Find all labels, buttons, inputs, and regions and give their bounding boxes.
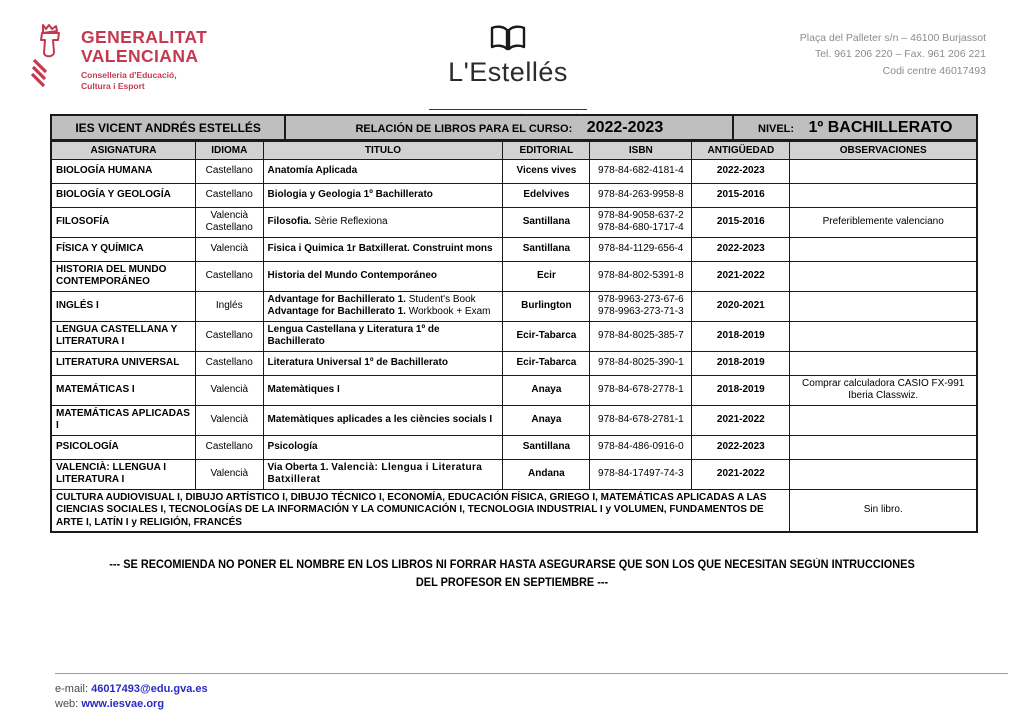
contact-phone-fax: Tel. 961 206 220 – Fax. 961 206 221 (814, 48, 986, 61)
cell-titulo (263, 405, 503, 435)
title-line (268, 414, 499, 427)
cell-antiguedad: 2015-2016 (692, 183, 790, 207)
cell-isbn: 978-84-263-9958-8 (590, 183, 692, 207)
table-title-bar (50, 114, 978, 141)
cell-isbn: 978-84-486-0916-0 (590, 435, 692, 459)
cell-idioma: Valencià (195, 237, 263, 261)
gva-logo-text (81, 22, 207, 92)
cell-isbn: 978-84-678-2781-1 (590, 405, 692, 435)
level-label: NIVEL: (758, 122, 795, 135)
cell-idioma: Inglés (195, 291, 263, 321)
cell-observaciones (790, 405, 977, 435)
title-line (268, 384, 499, 397)
cell-asignatura: VALENCIÀ: LLENGUA I LITERATURA I (51, 459, 195, 489)
cell-asignatura: HISTORIA DEL MUNDO CONTEMPORÁNEO (51, 261, 195, 291)
cell-antiguedad: 2020-2021 (692, 291, 790, 321)
title-line (268, 270, 499, 283)
book-list (50, 114, 978, 533)
page-header (0, 0, 1024, 104)
cell-asignatura: BIOLOGÍA Y GEOLOGÍA (51, 183, 195, 207)
cell-observaciones (790, 351, 977, 375)
cell-observaciones (790, 321, 977, 351)
gva-subtitle-line1: Conselleria d'Educació, (81, 69, 177, 80)
cell-isbn: 978-84-678-2778-1 (590, 375, 692, 405)
school-name: L'Estellés (448, 57, 568, 87)
title-segment: Valencià: Llengua i Literatura Batxillerat (267, 461, 483, 485)
cell-antiguedad: 2015-2016 (692, 207, 790, 237)
table-row (51, 207, 977, 237)
column-header-editorial: EDITORIAL (503, 141, 590, 159)
title-school-cell: IES VICENT ANDRÉS ESTELLÉS (51, 115, 285, 140)
title-segment: Anatomía Aplicada (267, 164, 358, 176)
column-header-antiguedad: ANTIGÜEDAD (692, 141, 790, 159)
cell-isbn: 978-84-802-5391-8 (590, 261, 692, 291)
cell-isbn: 978-84-9058-637-2 978-84-680-1717-4 (590, 207, 692, 237)
cell-idioma: Castellano (195, 261, 263, 291)
cell-editorial: Andana (503, 459, 590, 489)
web-link[interactable]: www.iesvae.org (81, 698, 165, 710)
title-segment: Historia del Mundo Contemporáneo (267, 269, 437, 281)
cell-idioma: Castellano (195, 183, 263, 207)
title-segment: Matemàtiques aplicades a les ciències socials I (267, 413, 493, 425)
column-header-titulo: TITULO (263, 141, 503, 159)
cell-asignatura: INGLÉS I (51, 291, 195, 321)
no-book-row (51, 489, 977, 532)
title-segment: Workbook + Exam (405, 306, 491, 317)
cell-titulo (263, 375, 503, 405)
column-header-row (51, 141, 977, 159)
column-header-idioma: IDIOMA (195, 141, 263, 159)
title-segment: Psicología (267, 440, 318, 452)
cell-observaciones (790, 183, 977, 207)
cell-editorial: Vicens vives (503, 159, 590, 183)
school-logo (429, 24, 587, 126)
title-segment: Literatura Universal 1º de Bachillerato (267, 356, 448, 368)
cell-titulo (263, 291, 503, 321)
title-line (268, 441, 499, 454)
cell-antiguedad: 2022-2023 (692, 159, 790, 183)
cell-isbn: 978-84-8025-385-7 (590, 321, 692, 351)
title-segment: Advantage for Bachillerato 1. (267, 293, 406, 305)
cell-isbn: 978-9963-273-67-6 978-9963-273-71-3 (590, 291, 692, 321)
cell-idioma: Valencià (195, 405, 263, 435)
cell-titulo (263, 237, 503, 261)
cell-titulo (263, 159, 503, 183)
cell-idioma: Valencià (195, 375, 263, 405)
cell-asignatura: FILOSOFÍA (51, 207, 195, 237)
footer-divider (55, 673, 1008, 674)
cell-idioma: Castellano (195, 351, 263, 375)
cell-observaciones: Comprar calculadora CASIO FX-991 Iberia Classwiz. (790, 375, 977, 405)
notice-line1: --- SE RECOMIENDA NO PONER EL NOMBRE EN LOS LIBROS NI FORRAR HASTA ASEGURARSE QUE SON LOS QUE NECESITAN SEGÚN INTRUCCIONES (109, 559, 915, 571)
contact-info (587, 30, 986, 79)
gva-title-line2: VALENCIANA (81, 45, 199, 66)
course-label: RELACIÓN DE LIBROS PARA EL CURSO: (355, 122, 573, 135)
cell-idioma: Valencià (195, 459, 263, 489)
title-line (268, 462, 499, 487)
cell-asignatura: LENGUA CASTELLANA Y LITERATURA I (51, 321, 195, 351)
cell-observaciones (790, 261, 977, 291)
table-row (51, 405, 977, 435)
gva-emblem-icon (30, 22, 72, 88)
table-row (51, 291, 977, 321)
cell-editorial: Santillana (503, 435, 590, 459)
gva-title (81, 28, 207, 66)
gva-subtitle-line2: Cultura i Esport (81, 80, 145, 91)
email-link[interactable]: 46017493@edu.gva.es (91, 683, 208, 695)
cell-isbn: 978-84-1129-656-4 (590, 237, 692, 261)
cell-titulo (263, 207, 503, 237)
cell-idioma: Valencià Castellano (195, 207, 263, 237)
column-header-asignatura: ASIGNATURA (51, 141, 195, 159)
table-row (51, 321, 977, 351)
title-line (268, 294, 499, 307)
cell-idioma: Castellano (195, 159, 263, 183)
table-row (51, 183, 977, 207)
title-line (268, 189, 499, 202)
cell-editorial: Edelvives (503, 183, 590, 207)
cell-asignatura: FÍSICA Y QUÍMICA (51, 237, 195, 261)
cell-editorial: Santillana (503, 207, 590, 237)
cell-asignatura: LITERATURA UNIVERSAL (51, 351, 195, 375)
table-row (51, 351, 977, 375)
cell-observaciones (790, 459, 977, 489)
table-row (51, 237, 977, 261)
table-row (51, 459, 977, 489)
cell-observaciones (790, 291, 977, 321)
cell-antiguedad: 2018-2019 (692, 321, 790, 351)
no-book-observation: Sin libro. (790, 489, 977, 532)
cell-editorial: Ecir-Tabarca (503, 351, 590, 375)
table-row (51, 375, 977, 405)
cell-asignatura: PSICOLOGÍA (51, 435, 195, 459)
cell-observaciones (790, 237, 977, 261)
book-table (50, 140, 978, 533)
web-label: web: (55, 698, 79, 710)
footer-web-line (55, 698, 1024, 710)
title-level-cell (733, 115, 977, 140)
email-label: e-mail: (55, 683, 89, 695)
title-segment: Sèrie Reflexiona (311, 215, 388, 227)
title-segment: Matemàtiques I (267, 383, 340, 395)
cell-antiguedad: 2022-2023 (692, 237, 790, 261)
column-header-isbn: ISBN (590, 141, 692, 159)
open-book-icon (489, 24, 527, 52)
cell-isbn: 978-84-8025-390-1 (590, 351, 692, 375)
cell-antiguedad: 2021-2022 (692, 261, 790, 291)
cell-antiguedad: 2021-2022 (692, 459, 790, 489)
cell-titulo (263, 261, 503, 291)
title-segment: Biologia y Geologia 1º Bachillerato (267, 188, 433, 200)
cell-titulo (263, 321, 503, 351)
footer-email-line (55, 683, 1024, 695)
cell-editorial: Burlington (503, 291, 590, 321)
course-value: 2022-2023 (586, 118, 664, 136)
cell-editorial: Ecir-Tabarca (503, 321, 590, 351)
cell-isbn: 978-84-682-4181-4 (590, 159, 692, 183)
title-line (268, 216, 499, 229)
cell-asignatura: MATEMÁTICAS I (51, 375, 195, 405)
gva-title-line1: GENERALITAT (81, 27, 208, 47)
no-book-section (51, 489, 977, 532)
title-line (268, 306, 499, 319)
cell-observaciones: Preferiblemente valenciano (790, 207, 977, 237)
cell-antiguedad: 2022-2023 (692, 435, 790, 459)
cell-antiguedad: 2021-2022 (692, 405, 790, 435)
column-header-observaciones: OBSERVACIONES (790, 141, 977, 159)
cell-isbn: 978-84-17497-74-3 (590, 459, 692, 489)
title-segment: Fisica i Quimica 1r Batxillerat. Construint mons (267, 242, 493, 254)
contact-centre-code: Codi centre 46017493 (882, 64, 986, 77)
recommendation-notice (26, 557, 999, 593)
table-row (51, 261, 977, 291)
gva-subtitle (81, 70, 207, 92)
cell-titulo (263, 459, 503, 489)
title-line (268, 324, 499, 349)
table-row (51, 435, 977, 459)
cell-editorial: Ecir (503, 261, 590, 291)
cell-antiguedad: 2018-2019 (692, 375, 790, 405)
title-segment: Filosofia. (267, 215, 312, 227)
cell-asignatura: MATEMÁTICAS APLICADAS I (51, 405, 195, 435)
title-line (268, 243, 499, 256)
gva-logo (30, 22, 429, 92)
cell-editorial: Anaya (503, 375, 590, 405)
contact-address: Plaça del Palleter s/n – 46100 Burjassot (799, 32, 986, 44)
title-segment: Advantage for Bachillerato 1. (267, 306, 406, 317)
table-row (51, 159, 977, 183)
title-segment: Student's Book (405, 293, 476, 305)
title-line (268, 357, 499, 370)
cell-idioma: Castellano (195, 435, 263, 459)
level-value: 1º BACHILLERATO (808, 118, 953, 136)
cell-titulo (263, 183, 503, 207)
cell-editorial: Anaya (503, 405, 590, 435)
title-segment: Lengua Castellana y Literatura 1º de Bachillerato (267, 323, 440, 347)
title-segment: Via Oberta 1. (267, 461, 332, 473)
no-book-subjects: CULTURA AUDIOVISUAL I, DIBUJO ARTÍSTICO I, DIBUJO TÉCNICO I, ECONOMÍA, EDUCACIÓN FÍSICA, GRIEGO I, MATEMÁTICAS APLICADAS A LAS CIENCIAS SOCIALES I, TECNOLOGÍAS DE LA INFORMACIÓN Y LA COMUNICACIÓN I, TECNOLOGIA INDUSTRIAL I y VOLUMEN, FUNDAMENTOS DE ARTE I, LATÍN I y RELIGIÓN, FRANCÉS (51, 489, 790, 532)
notice-line2: DEL PROFESOR EN SEPTIEMBRE --- (415, 576, 609, 589)
cell-observaciones (790, 159, 977, 183)
title-line (268, 165, 499, 178)
page-footer (0, 673, 1024, 724)
cell-antiguedad: 2018-2019 (692, 351, 790, 375)
cell-observaciones (790, 435, 977, 459)
cell-asignatura: BIOLOGÍA HUMANA (51, 159, 195, 183)
cell-titulo (263, 351, 503, 375)
cell-editorial: Santillana (503, 237, 590, 261)
title-course-cell (285, 115, 733, 140)
cell-idioma: Castellano (195, 321, 263, 351)
book-table-body (51, 159, 977, 489)
cell-titulo (263, 435, 503, 459)
